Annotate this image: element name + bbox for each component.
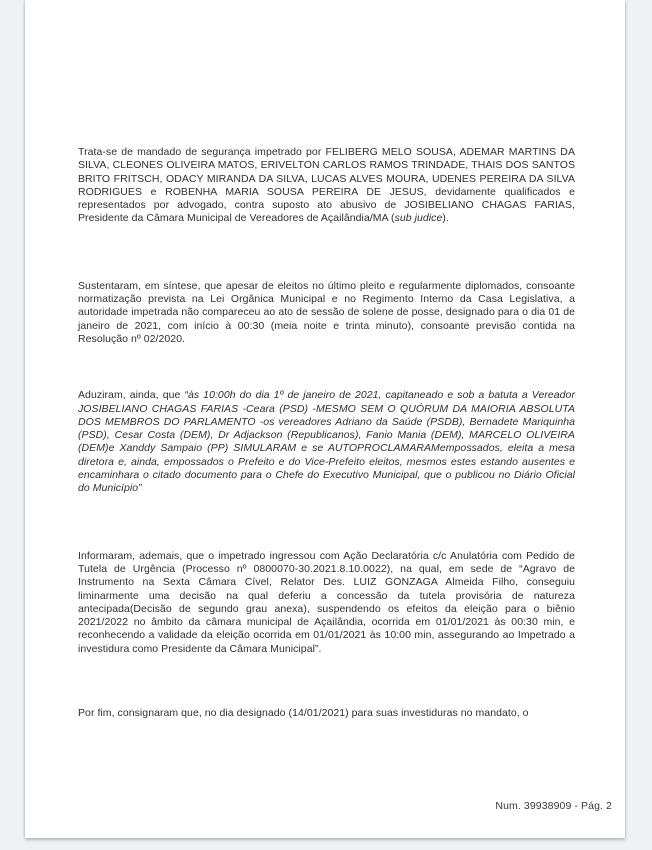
text-segment: Por fim, consignaram que, no dia designado (14/01/2021) para suas investiduras no mandato, o <box>78 707 529 720</box>
italic-text-segment: sub judice <box>394 212 443 225</box>
document-page <box>25 0 625 838</box>
italic-text-segment: “às 10:00h do dia 1º de janeiro de 2021, capitaneado e sob a batuta a Vereador JOSIBELIANO CHAGAS FARIAS -Ceara (PSD) -MESMO SEM O QUÓRUM DA MAIORIA ABSOLUTA DOS MEMBROS DO PARLAMENTO -os vereadores Adriano da Saúde (PSDB), Bernadete Mariquinha (PSD), Cesar Costa (DEM), Dr Adjackson (Republicanos), Fanio Mania (DEM), MARCELO OLIVEIRA (DEM)e Xanddy Sampaio (PP) SIMULARAM e se AUTOPROCLAMARAMempossados, eleita a mesa diretora e, ainda, empossados o Prefeito e do Vice-Prefeito eleitos, mesmos estes estando ausentes e encaminhara o citado documento para o Chefe do Executivo Municipal, que o publicou no Diário Oficial do Município” <box>78 389 575 495</box>
text-segment: ). <box>442 212 449 225</box>
paragraph-trata-se <box>78 146 575 226</box>
document-body <box>25 0 625 720</box>
paragraph-sustentaram <box>78 280 575 346</box>
text-segment: Informaram, ademais, que o impetrado ingressou com Ação Declaratória c/c Anulatória com Pedido de Tutela de Urgência (Processo nº 0800070-30.2021.8.10.0022), na qual, em sede de “Agravo de Instrumento na Sexta Câmara Cível, Relator Des. LUIZ GONZAGA Almeida Filho, conseguiu liminarmente uma decisão na qual deferiu a concessão da tutela provisória de natureza antecipada(Decisão de segundo grau anexa), suspendendo os efeitos da eleição para o biênio 2021/2022 no âmbito da câmara municipal de Açailândia, ocorrida em 01/01/2021 às 00:30 min, e reconhecendo a validade da eleição ocorrida em 01/01/2021 às 10:00 min, assegurando ao Impetrado a investidura como Presidente da Câmara Municipal”. <box>78 549 575 655</box>
text-segment: Trata-se de mandado de segurança impetrado por FELIBERG MELO SOUSA, ADEMAR MARTINS DA SILVA, CLEONES OLIVEIRA MATOS, ERIVELTON CARLOS RAMOS TRINDADE, THAIS DOS SANTOS BRITO FRITSCH, ODACY MIRANDA DA SILVA, LUCAS ALVES MOURA, UDENES PEREIRA DA SILVA RODRIGUES e ROBENHA MARIA SOUSA PEREIRA DE JESUS, devidamente qualificados e representados por advogado, contra suposto ato abusivo de JOSIBELIANO CHAGAS FARIAS, Presidente da Câmara Municipal de Vereadores de Açailândia/MA ( <box>78 146 575 225</box>
text-segment: Sustentaram, em síntese, que apesar de eleitos no último pleito e regularmente diplomados, consoante normatização prevista na Lei Orgânica Municipal e no Regimento Interno da Casa Legislativa, a autoridade impetrada não compareceu ao ato de sessão de solene de posse, designado para o dia 01 de janeiro de 2021, com início à 00:30 (meia noite e trinta minuto), consoante previsão contida na Resolução nº 02/2020. <box>78 279 575 345</box>
page-number-footer: Num. 39938909 - Pág. 2 <box>495 800 612 812</box>
paragraph-por-fim <box>78 707 575 720</box>
paragraph-aduziram <box>78 389 575 495</box>
text-segment: Aduziram, ainda, que <box>78 389 185 402</box>
paragraph-informaram <box>78 550 575 656</box>
